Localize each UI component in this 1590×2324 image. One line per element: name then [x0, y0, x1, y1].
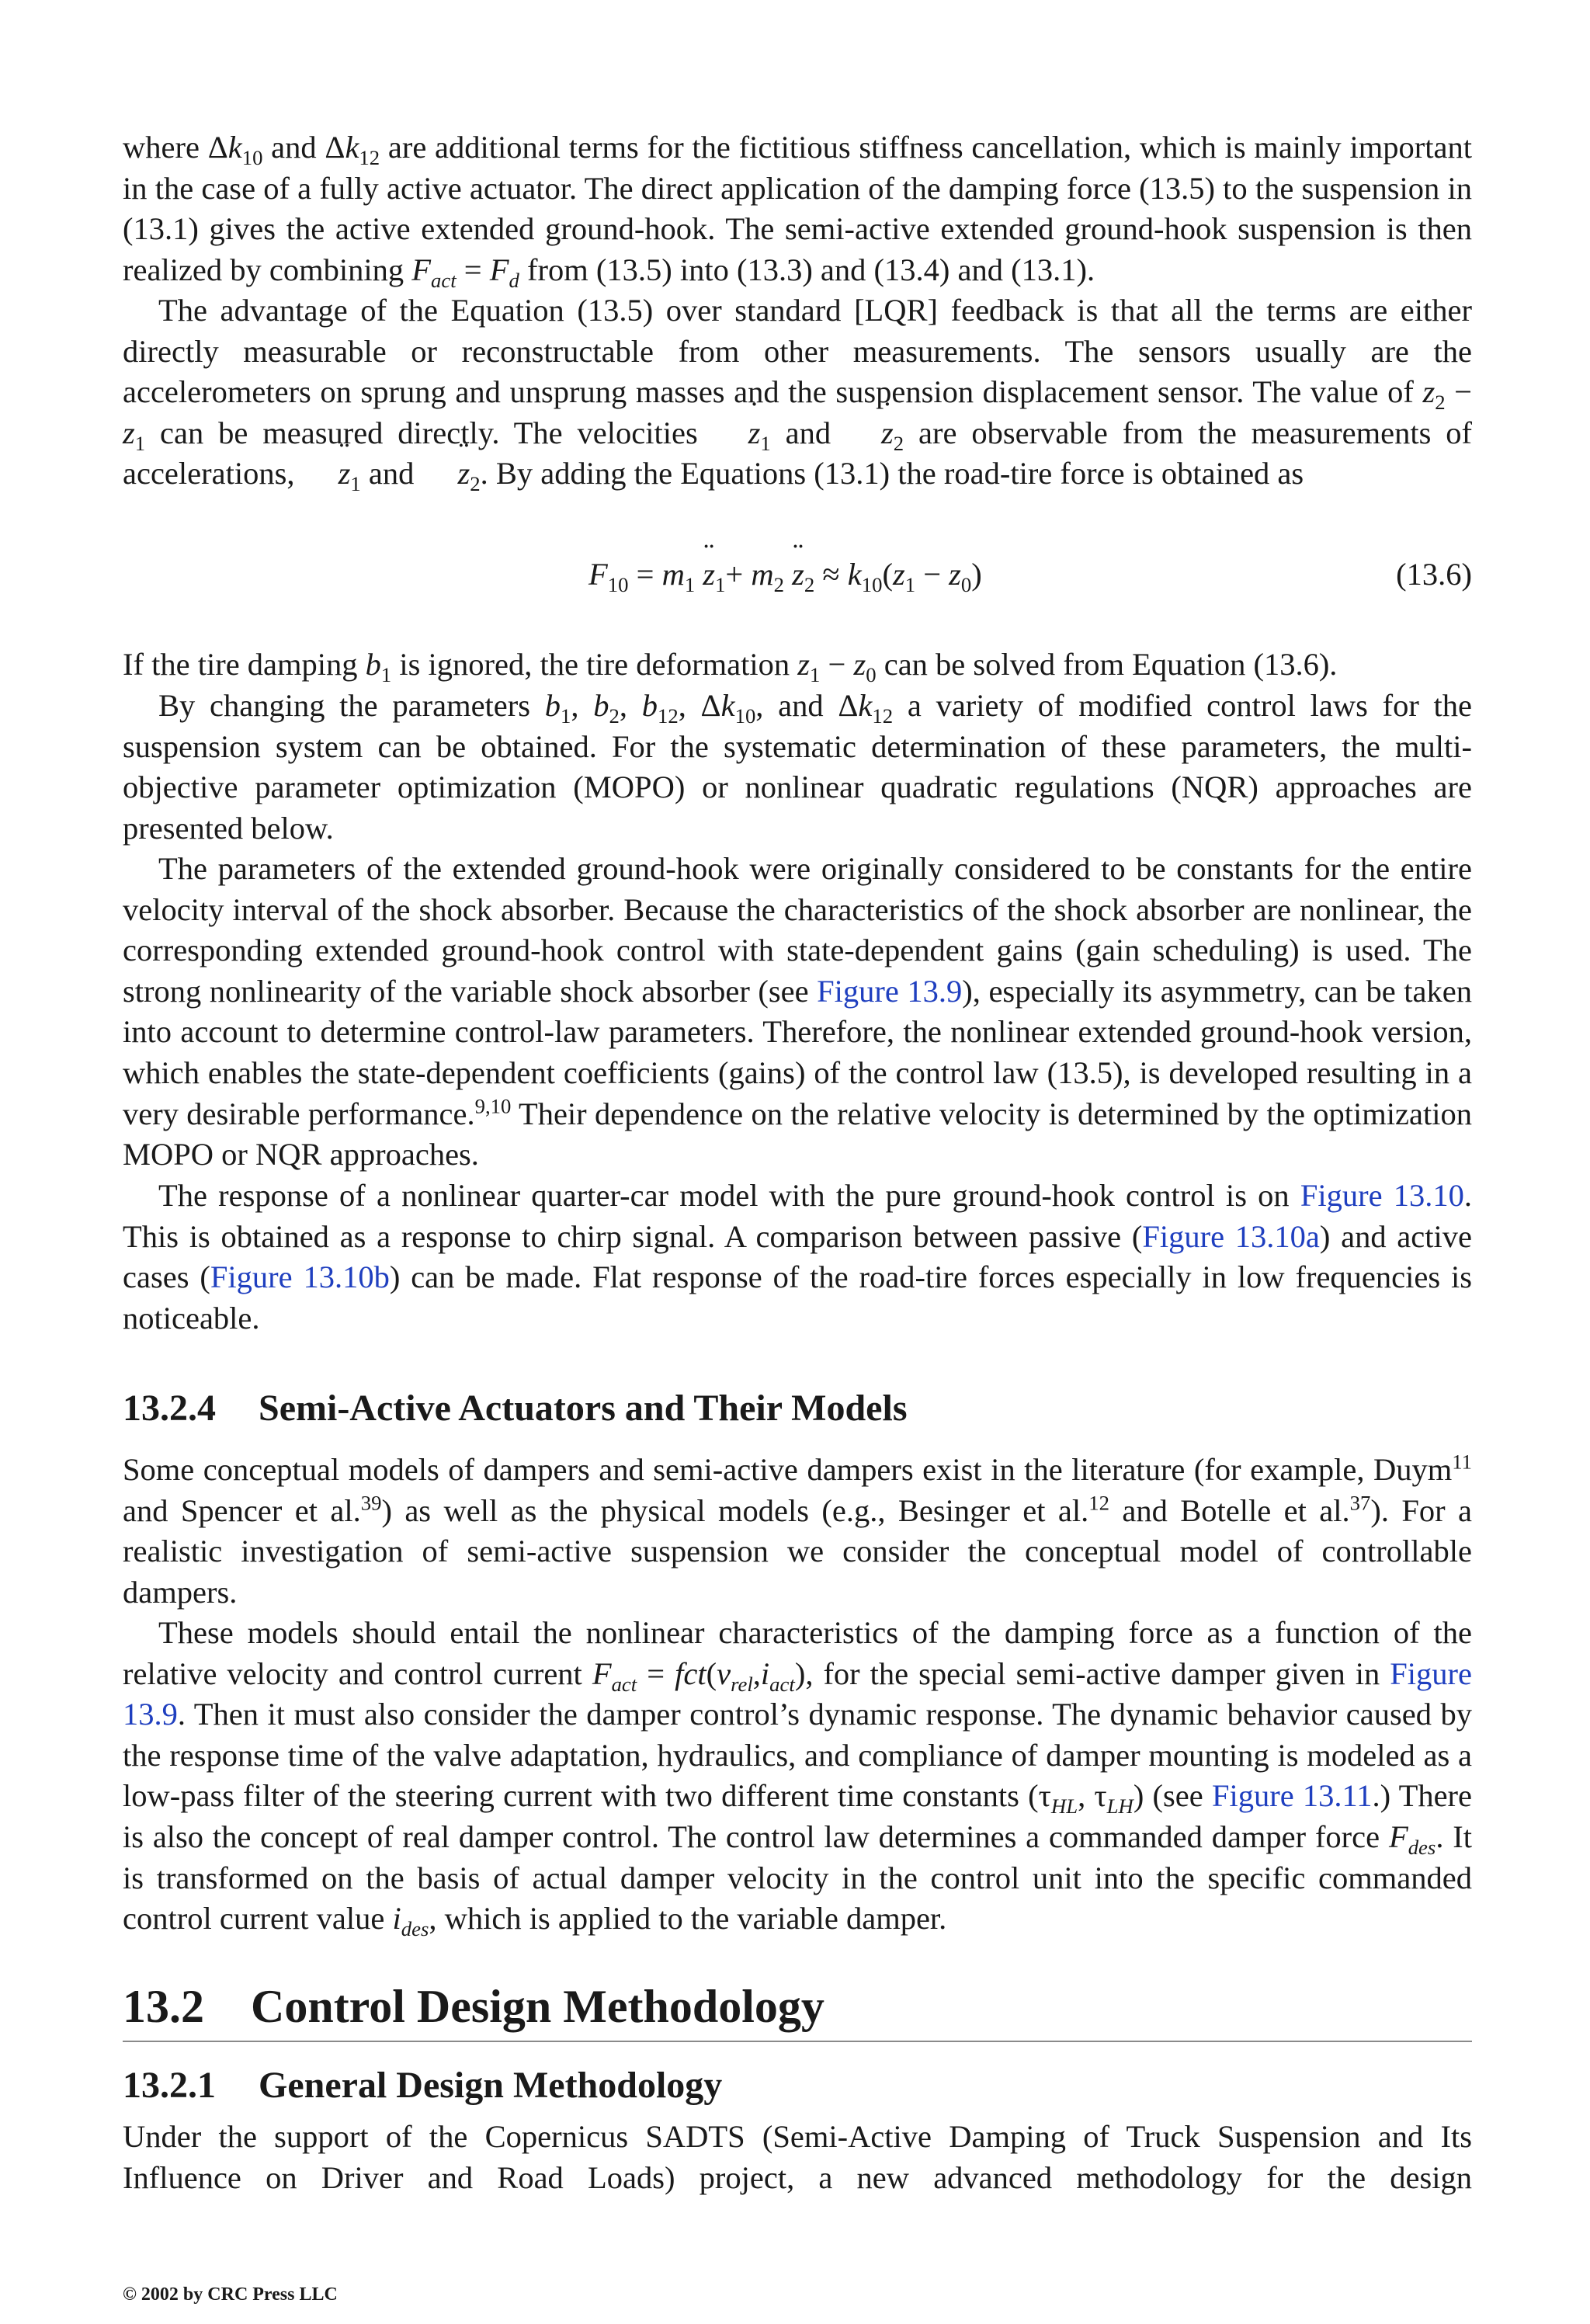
equation-formula: $F_{10} = m_1$ ¨ $z_1+ m_2$ ¨ $z_2 \approx k_{10}(z_1 - z_0)$: [588, 554, 982, 595]
subsection-heading-13-2-1: [123, 2062, 1472, 2109]
equation-13-6: [123, 534, 1472, 615]
heading-title: Control Design Methodology: [251, 1981, 825, 2032]
paragraph-1: where $\Delta k_{10}$ and $\Delta k_{12}$ are additional terms for the fictitious stiffness cancellation, which is mainly important in the case of a fully active actuator. The direct application of the damping force (13.5) to the suspension in (13.1) gives the active extended ground-hook. The semi-active extended ground-hook suspension is then realized by combining $F_{act} = F_d$ from (13.5) into (13.3) and (13.4) and (13.1).: [123, 130, 1473, 292]
heading-number: 13.2.4: [123, 1388, 216, 1429]
heading-number: 13.2.1: [123, 2065, 216, 2106]
paragraph-8: These models should entail the nonlinear characteristics of the damping force as a function of the relative velocity and control current $F_{act} = fct(v_{rel},i_{act})$, for the special semi-active damper given in Figure 13.9. Then it must also consider the damper control’s dynamic response. The dynamic behavior caused by the response time of the valve adaptation, hydraulics, and compliance of damper mounting is modeled as a low-pass filter of the steering current with two different time constants ($\tau_{HL}$, $\tau_{LH}$) (see Figure 13.11.) There is also the concept of real damper control. The control law determines a commanded damper force $F_{des}$. It is transformed on the basis of actual damper velocity in the control unit into the specific commanded control current value $i_{des}$, which is applied to the variable damper.: [123, 1615, 1473, 1941]
paragraph-4: By changing the parameters $b_1$, $b_2$, $b_{12}$, $\Delta k_{10}$, and $\Delta k_{12}$ a variety of modified control laws for the suspension system can be obtained. For the systematic determination of these parameters, the multi-objective parameter optimization (MOPO) or nonlinear quadratic regulations (NQR) approaches are presented below.: [123, 688, 1473, 846]
paragraph-6: The response of a nonlinear quarter-car model with the pure ground-hook control is on Figure 13.10. This is obtained as a response to chirp signal. A comparison between passive (Figure 13.10a) and active cases (Figure 13.10b) can be made. Flat response of the road-tire forces especially in low frequencies is noticeable.: [123, 1178, 1473, 1336]
copyright-footer: © 2002 by CRC Press LLC: [123, 2284, 338, 2305]
figure-link[interactable]: Figure 13.9: [817, 973, 963, 1009]
subsection-heading-13-2-4: [123, 1385, 1472, 1432]
figure-link[interactable]: Figure 13.10a: [1142, 1218, 1320, 1254]
figure-link[interactable]: Figure 13.9: [123, 1655, 1473, 1732]
figure-link[interactable]: Figure 13.10b: [210, 1259, 390, 1295]
section-rule: [123, 2041, 1472, 2042]
heading-title: General Design Methodology: [259, 2065, 723, 2106]
paragraph-2: The advantage of the Equation (13.5) over standard [LQR] feedback is that all the terms are either directly measurable or reconstructable from other measurements. The sensors usually are the accelerometers on sprung and unsprung masses and the suspension displacement sensor. The value of $z_2 - z_1$ can be measured directly. The velocities ˙ $z_1$ and ˙ $z_2$ are observable from the measurements of accelerations, ¨ $z_1$ and ¨ $z_2$. By adding the Equations (13.1) the road-tire force is obtained as: [123, 290, 1472, 495]
paragraph-9: Under the support of the Copernicus SADTS (Semi-Active Damping of Truck Suspension and Its Influence on Driver and Road Loads) project, a new advanced methodology for the design: [123, 2119, 1472, 2195]
paragraph-3: If the tire damping $b_1$ is ignored, the tire deformation $z_1 - z_0$ can be solved from Equation (13.6).: [123, 647, 1338, 687]
figure-link[interactable]: Figure 13.11: [1211, 1778, 1373, 1814]
figure-link[interactable]: Figure 13.10: [1300, 1178, 1464, 1213]
paragraph-5: The parameters of the extended ground-hook were originally considered to be constants for the entire velocity interval of the shock absorber. Because the characteristics of the shock absorber are nonlinear, the corresponding extended ground-hook control with state-dependent gains (gain scheduling) is used. The strong nonlinearity of the variable shock absorber (see Figure 13.9), especially its asymmetry, can be taken into account to determine control-law parameters. Therefore, the nonlinear extended ground-hook version, which enables the state-dependent coefficients (gains) of the control law (13.5), is developed resulting in a very desirable performance.$^{9,10}$ Their dependence on the relative velocity is determined by the optimization MOPO or NQR approaches.: [123, 851, 1472, 1172]
heading-number: 13.2: [123, 1981, 204, 2032]
heading-title: Semi-Active Actuators and Their Models: [259, 1388, 908, 1429]
section-heading-13-2: [123, 1978, 1472, 2034]
equation-number: (13.6): [1396, 557, 1472, 592]
paragraph-7: Some conceptual models of dampers and semi-active dampers exist in the literature (for example, Duym$^{11}$ and Spencer et al.$^{39}$) as well as the physical models (e.g., Besinger et al.$^{12}$ and Botelle et al.$^{37}$). For a realistic investigation of semi-active suspension we consider the conceptual model of controllable dampers.: [123, 1450, 1473, 1610]
